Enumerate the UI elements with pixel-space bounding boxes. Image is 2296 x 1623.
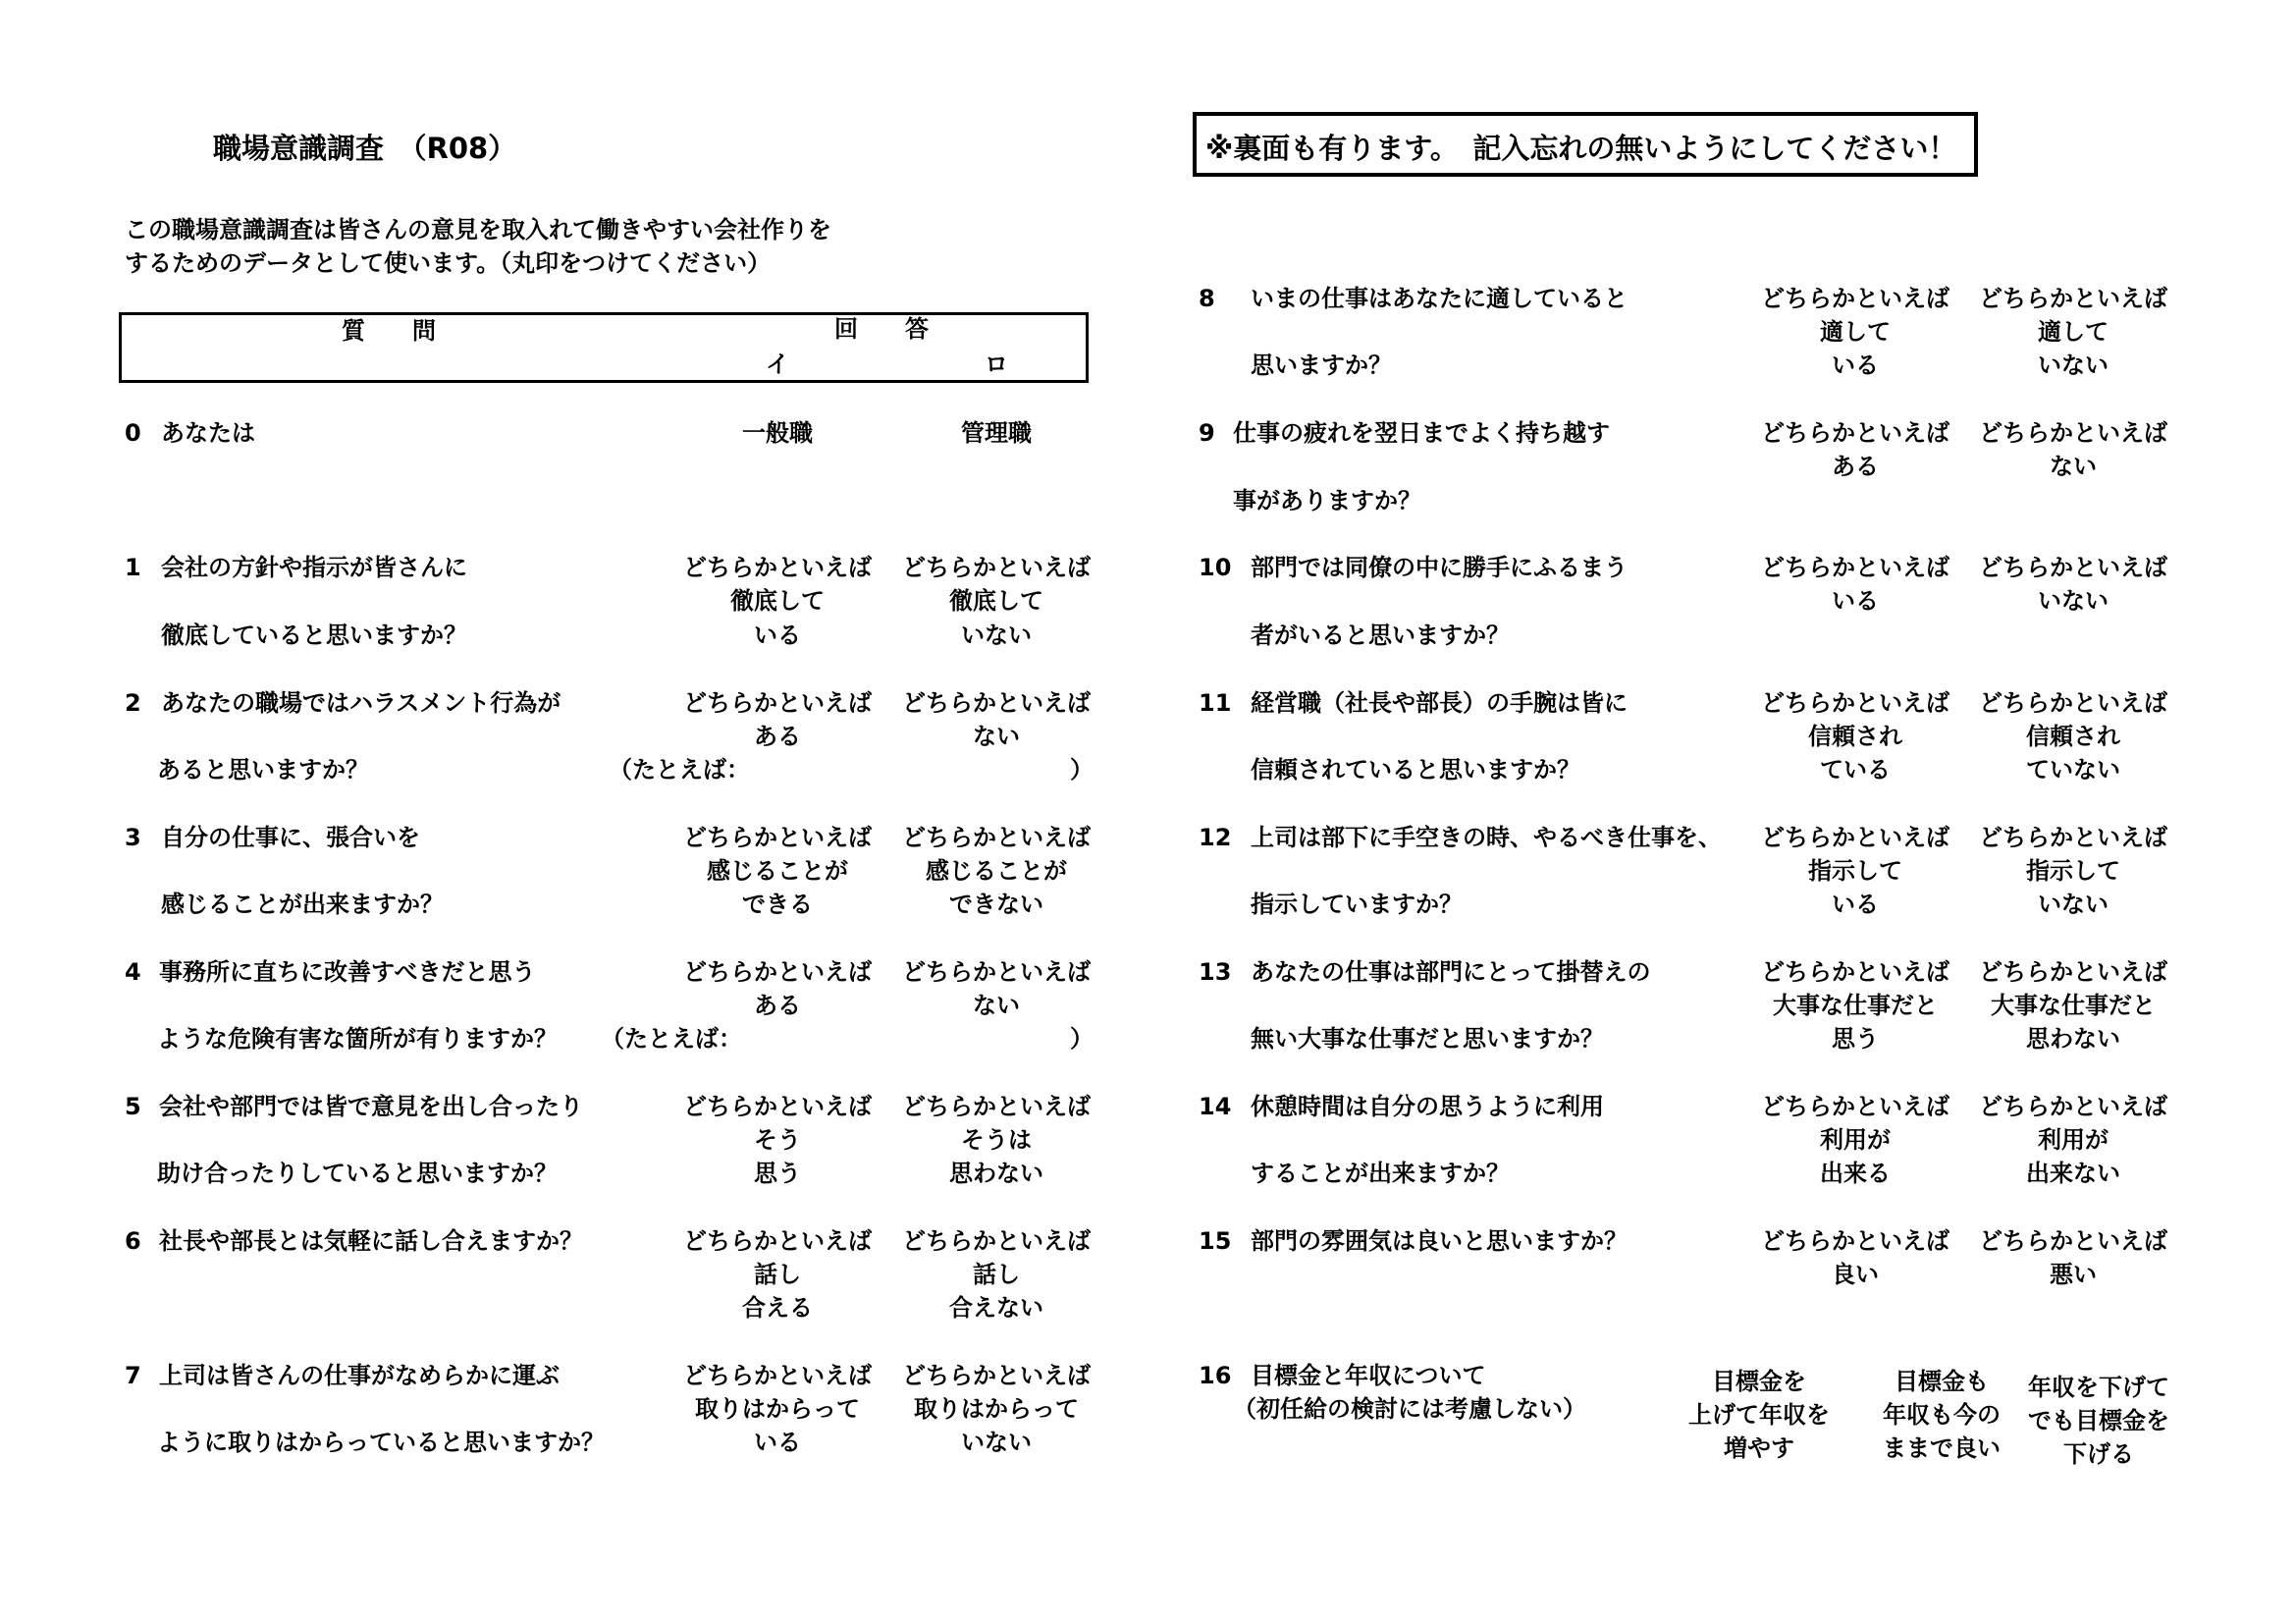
answer-line: 利用が bbox=[2038, 1126, 2109, 1154]
answer-line: どちらかといえば bbox=[902, 554, 1091, 581]
question-text: 仕事の疲れを翌日までよく持ち越す bbox=[1233, 419, 1610, 447]
question-number: 5 bbox=[125, 1093, 141, 1120]
answer-line: いる bbox=[1832, 352, 1879, 379]
question-text: あなたの仕事は部門にとって掛替えの bbox=[1251, 958, 1651, 986]
answer-line: どちらかといえば bbox=[683, 689, 872, 717]
question-text: 会社や部門では皆で意見を出し合ったり bbox=[159, 1093, 583, 1120]
question-number: 1 bbox=[125, 554, 141, 581]
question-number: 13 bbox=[1199, 958, 1232, 986]
answer-line: どちらかといえば bbox=[683, 824, 872, 851]
answer-line: 出来ない bbox=[2026, 1160, 2120, 1187]
answer-line: いない bbox=[961, 1429, 1032, 1456]
question-number: 0 bbox=[125, 419, 141, 447]
answer-line: どちらかといえば bbox=[1979, 689, 2167, 717]
answer-line: 悪い bbox=[2050, 1261, 2097, 1288]
answer-line: 思わない bbox=[2026, 1025, 2120, 1053]
question-text: 目標金と年収について bbox=[1251, 1362, 1486, 1389]
question-text: 社長や部長とは気軽に話し合えますか？ bbox=[159, 1227, 583, 1255]
question-text-2: 信頼されていると思いますか？ bbox=[1251, 756, 1580, 784]
question-text-2: ような危険有害な箇所が有りますか？ bbox=[157, 1025, 558, 1053]
answer-line: いる bbox=[754, 622, 801, 649]
answer-line: 目標金も bbox=[1895, 1368, 1989, 1395]
question-text: いまの仕事はあなたに適していると bbox=[1251, 285, 1628, 312]
question-text: 部門では同僚の中に勝手にふるまう bbox=[1251, 554, 1628, 581]
answer-line: どちらかといえば bbox=[902, 1362, 1091, 1389]
question-text-2: 助け合ったりしていると思いますか？ bbox=[157, 1160, 558, 1187]
answer-line: どちらかといえば bbox=[902, 1093, 1091, 1120]
answer-line: 下げる bbox=[2063, 1440, 2134, 1468]
answer-line: どちらかといえば bbox=[902, 824, 1091, 851]
question-text-2: 事がありますか？ bbox=[1233, 487, 1421, 514]
answer-line: ない bbox=[973, 992, 1020, 1019]
page-title: 職場意識調査 （R08） bbox=[213, 132, 517, 165]
question-text-2: 感じることが出来ますか？ bbox=[161, 891, 444, 918]
answer-line: 利用が bbox=[1820, 1126, 1891, 1154]
question-number: 6 bbox=[125, 1227, 141, 1255]
question-text: 上司は部下に手空きの時、やるべき仕事を、 bbox=[1251, 824, 1722, 851]
question-text: あなたは bbox=[161, 419, 255, 447]
question-number: 3 bbox=[125, 824, 141, 851]
question-text: 上司は皆さんの仕事がなめらかに運ぶ bbox=[159, 1362, 560, 1389]
answer-line: どちらかといえば bbox=[683, 1362, 872, 1389]
answer-line: どちらかといえば bbox=[902, 689, 1091, 717]
answer-line: ていない bbox=[2026, 756, 2120, 784]
answer-line: 指示して bbox=[2026, 857, 2120, 885]
answer-line: でも目標金を bbox=[2028, 1407, 2169, 1434]
question-text-2: 思いますか？ bbox=[1251, 352, 1392, 379]
answer-line: 良い bbox=[1832, 1261, 1879, 1288]
answer-line: どちらかといえば bbox=[1761, 1227, 1949, 1255]
answer-line: 話し bbox=[973, 1261, 1020, 1288]
answer-line: 適して bbox=[2038, 318, 2109, 346]
header-col-ro: ロ bbox=[985, 351, 1008, 378]
answer-line: ない bbox=[2050, 453, 2097, 480]
notice-text: ※裏面も有ります。 記入忘れの無いようにしてください！ bbox=[1205, 132, 1957, 165]
answer-line: 思う bbox=[754, 1160, 801, 1187]
answer-line: 目標金を bbox=[1712, 1368, 1806, 1395]
answer-ro[interactable]: 管理職 bbox=[961, 419, 1032, 447]
answer-line: どちらかといえば bbox=[1761, 554, 1949, 581]
question-text-2: 徹底していると思いますか？ bbox=[161, 622, 467, 649]
question-text-2: 者がいると思いますか？ bbox=[1251, 622, 1510, 649]
answer-line: 年収を下げて bbox=[2028, 1374, 2169, 1401]
answer-line: 信頼され bbox=[1808, 723, 1902, 750]
answer-line: どちらかといえば bbox=[1761, 958, 1949, 986]
answer-line: どちらかといえば bbox=[1761, 419, 1949, 447]
answer-line: ある bbox=[1832, 453, 1879, 480]
answer-line: そうは bbox=[961, 1126, 1032, 1154]
intro-line-1: この職場意識調査は皆さんの意見を取入れて働きやすい会社作りを bbox=[125, 216, 831, 243]
question-number: 10 bbox=[1199, 554, 1232, 581]
question-number: 7 bbox=[125, 1362, 141, 1389]
header-col-i: イ bbox=[766, 351, 789, 378]
answer-line: いない bbox=[961, 622, 1032, 649]
answer-line: いる bbox=[1832, 587, 1879, 615]
question-text-2: 指示していますか？ bbox=[1251, 891, 1463, 918]
answer-line: 大事な仕事だと bbox=[1991, 992, 2156, 1019]
question-text: 会社の方針や指示が皆さんに bbox=[161, 554, 467, 581]
question-text-2: ように取りはからっていると思いますか？ bbox=[157, 1429, 605, 1456]
answer-line: どちらかといえば bbox=[1761, 1093, 1949, 1120]
answer-line: どちらかといえば bbox=[902, 958, 1091, 986]
question-number: 14 bbox=[1199, 1093, 1232, 1120]
answer-line: そう bbox=[754, 1126, 801, 1154]
answer-line: 上げて年収を bbox=[1688, 1401, 1830, 1429]
answer-line: どちらかといえば bbox=[683, 1093, 872, 1120]
answer-line: 出来る bbox=[1820, 1160, 1891, 1187]
question-number: 9 bbox=[1199, 419, 1215, 447]
answer-line: 取りはからって bbox=[695, 1395, 860, 1423]
answer-line: 適して bbox=[1820, 318, 1891, 346]
answer-line: 徹底して bbox=[730, 587, 825, 615]
question-text: 部門の雰囲気は良いと思いますか？ bbox=[1251, 1227, 1628, 1255]
answer-line: ままで良い bbox=[1883, 1434, 2001, 1462]
table-header-box bbox=[119, 312, 1089, 383]
answer-line: 感じることが bbox=[707, 857, 848, 885]
answer-line: どちらかといえば bbox=[1979, 285, 2167, 312]
answer-line: 話し bbox=[754, 1261, 801, 1288]
question-number: 16 bbox=[1199, 1362, 1232, 1389]
answer-line: どちらかといえば bbox=[1979, 419, 2167, 447]
header-question: 質 問 bbox=[342, 317, 436, 345]
question-number: 15 bbox=[1199, 1227, 1232, 1255]
question-text-2: することが出来ますか？ bbox=[1251, 1160, 1510, 1187]
answer-line: どちらかといえば bbox=[1979, 554, 2167, 581]
answer-line: いない bbox=[2038, 891, 2109, 918]
question-number: 8 bbox=[1199, 285, 1215, 312]
question-text-2: あると思いますか？ bbox=[157, 756, 369, 784]
answer-line: 年収も今の bbox=[1883, 1401, 2001, 1429]
header-answer: 回 答 bbox=[834, 315, 929, 343]
question-number: 2 bbox=[125, 689, 141, 717]
answer-line: 取りはからって bbox=[914, 1395, 1079, 1423]
answer-line: どちらかといえば bbox=[1761, 285, 1949, 312]
answer-line: できる bbox=[742, 891, 813, 918]
answer-line: どちらかといえば bbox=[1979, 958, 2167, 986]
intro-line-2: するためのデータとして使います。（丸印をつけてください） bbox=[125, 249, 772, 277]
answer-line: 合える bbox=[742, 1294, 813, 1322]
answer-line: ている bbox=[1820, 756, 1891, 784]
answer-line: 大事な仕事だと bbox=[1773, 992, 1938, 1019]
example-note-open: （たとえば： bbox=[609, 756, 750, 784]
question-text: 事務所に直ちに改善すべきだと思う bbox=[159, 958, 536, 986]
example-note-open: （たとえば： bbox=[601, 1025, 742, 1053]
question-text: 経営職（社長や部長）の手腕は皆に bbox=[1251, 689, 1628, 717]
answer-line: どちらかといえば bbox=[1979, 1093, 2167, 1120]
answer-line: どちらかといえば bbox=[683, 1227, 872, 1255]
question-text: 休憩時間は自分の思うように利用 bbox=[1251, 1093, 1604, 1120]
example-note-close: ） bbox=[1070, 1025, 1094, 1053]
question-text: あなたの職場ではハラスメント行為が bbox=[161, 689, 561, 717]
question-number: 11 bbox=[1199, 689, 1232, 717]
answer-line: 信頼され bbox=[2026, 723, 2120, 750]
answer-line: どちらかといえば bbox=[683, 554, 872, 581]
answer-line: 徹底して bbox=[949, 587, 1043, 615]
answer-line: ない bbox=[973, 723, 1020, 750]
answer-line: ある bbox=[754, 992, 801, 1019]
question-number: 4 bbox=[125, 958, 141, 986]
answer-line: 増やす bbox=[1724, 1434, 1794, 1462]
question-text: 自分の仕事に、張合いを bbox=[161, 824, 420, 851]
answer-line: できない bbox=[949, 891, 1043, 918]
answer-i[interactable]: 一般職 bbox=[742, 419, 813, 447]
answer-line: いる bbox=[754, 1429, 801, 1456]
answer-line: 合えない bbox=[949, 1294, 1043, 1322]
answer-line: 思う bbox=[1832, 1025, 1879, 1053]
answer-line: ある bbox=[754, 723, 801, 750]
answer-line: どちらかといえば bbox=[1761, 689, 1949, 717]
answer-line: 感じることが bbox=[926, 857, 1067, 885]
answer-line: いない bbox=[2038, 352, 2109, 379]
answer-line: どちらかといえば bbox=[1979, 824, 2167, 851]
example-note-close: ） bbox=[1070, 756, 1094, 784]
answer-line: いる bbox=[1832, 891, 1879, 918]
question-number: 12 bbox=[1199, 824, 1232, 851]
question-text-2: 無い大事な仕事だと思いますか？ bbox=[1251, 1025, 1604, 1053]
answer-line: 指示して bbox=[1808, 857, 1902, 885]
answer-line: どちらかといえば bbox=[1979, 1227, 2167, 1255]
answer-line: どちらかといえば bbox=[902, 1227, 1091, 1255]
answer-line: どちらかといえば bbox=[1761, 824, 1949, 851]
answer-line: 思わない bbox=[949, 1160, 1043, 1187]
answer-line: いない bbox=[2038, 587, 2109, 615]
answer-line: どちらかといえば bbox=[683, 958, 872, 986]
question-text-2: （初任給の検討には考慮しない） bbox=[1233, 1395, 1586, 1423]
